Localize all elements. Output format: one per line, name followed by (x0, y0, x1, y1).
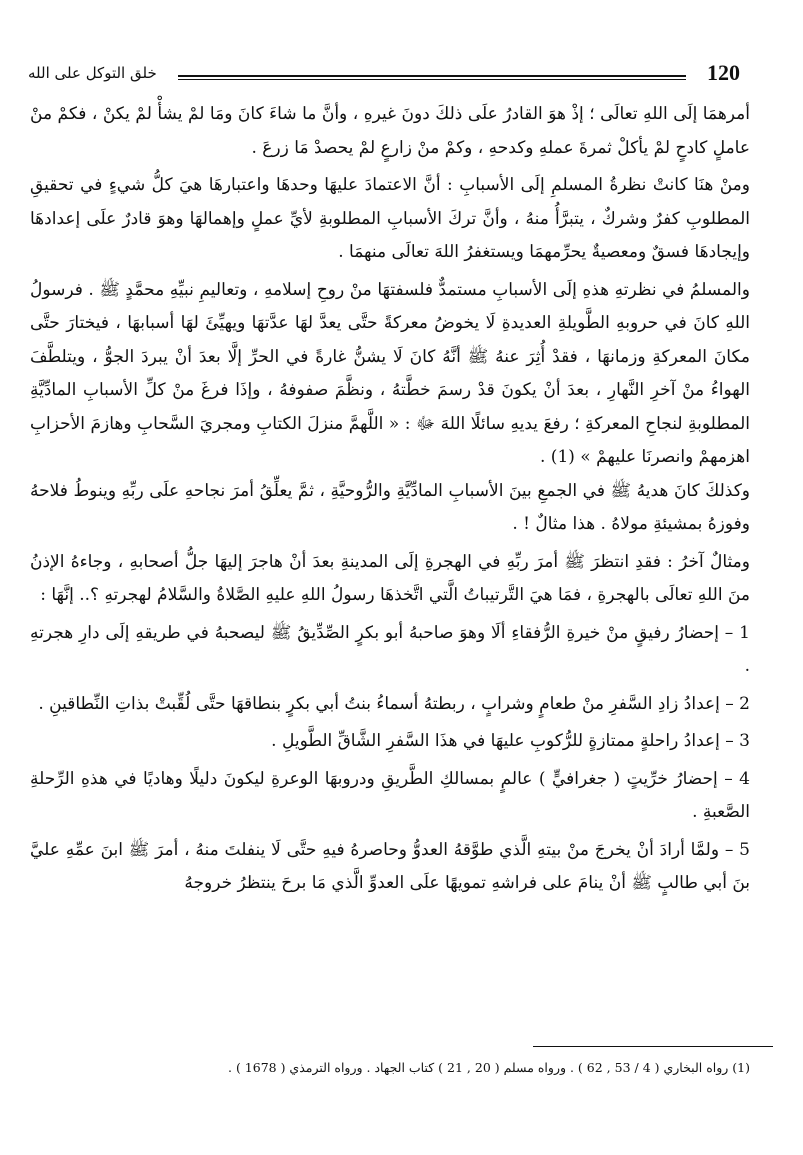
paragraph: ومثالٌ آخرُ : فقدِ انتظرَ ﷺ أمرَ ربِّهِ في الهجرةِ إلَى المدينةِ بعدَ أنْ هاجرَ إليهَا جلُّ أصحابهِ ، وجاءهُ الإذنُ منَ اللهِ تعالَى بالهجرةِ ، فمَا هيَ التَّرتيباتُ الَّتي اتَّخذهَا رسولُ اللهِ عليهِ الصَّلاةُ والسَّلامُ لهجرتهِ ؟.. إنَّهَا : (30, 551, 750, 605)
running-title: خلق التوكل على الله (28, 64, 157, 82)
body-text (30, 98, 750, 901)
page-header (28, 58, 740, 98)
list-item: 1 – إحضارُ رفيقٍ منْ خيرةِ الرُّفقاءِ ألَا وهوَ صاحبهُ أبو بكرٍ الصِّدِّيقُ ﷺ ليصحبهُ في طريقهِ إلَى دارِ هجرتهِ . (30, 622, 750, 676)
footnote-rule (533, 1046, 773, 1047)
list-item: 3 – إعدادُ راحلةٍ ممتازةٍ للرُّكوبِ عليهَا في هذَا السَّفرِ الشَّاقِّ الطَّويلِ . (271, 731, 750, 751)
header-rule (178, 75, 686, 80)
paragraph: والمسلمُ في نظرتهِ هذهِ إلَى الأسبابِ مستمدٌّ فلسفتهَا منْ روحِ إسلامهِ ، وتعاليمِ نبيِّهِ محمَّدٍ ﷺ . فرسولُ اللهِ كانَ في حروبهِ الطَّويلةِ العديدةِ لَا يخوضُ معركةً حتَّى يعدَّ لهَا عدَّتهَا ويهيِّئَ لهَا أسبابهَا ، فيختارَ حتَّى مكانَ المعركةِ وزمانهَا ، فقدْ أُثِرَ عنهُ ﷺ أنَّهُ كانَ لَا يشنُّ غارةً في الحرِّ إلَّا بعدَ أنْ يبردَ الجوُّ ، ويتلطَّفَ الهواءُ منْ آخرِ النَّهارِ ، بعدَ أنْ يكونَ قدْ رسمَ خطَّتهُ ، ونظَّمَ صفوفهُ ، وإذَا فرغَ منْ كلِّ الأسبابِ المادِّيَّةِ المطلوبةِ لنجاحِ المعركةِ ؛ رفعَ يديهِ سائلًا اللهَ ﷻ : « اللَّهمَّ منزلَ الكتابِ ومجريَ السَّحابِ وهازمَ الأحزابِ اهزمهمْ وانصرنَا عليهمْ » (1) . (30, 279, 750, 467)
paragraph: وكذلكَ كانَ هديهُ ﷺ في الجمعِ بينَ الأسبابِ المادِّيَّةِ والرُّوحيَّةِ ، ثمَّ يعلِّقُ أمرَ نجاحهِ علَى ربِّهِ وينوطُ فلاحهُ وفوزهُ بمشيئةِ مولاهُ . هذا مثالٌ ! . (30, 480, 750, 534)
paragraph: ومنْ هنَا كانتْ نظرةُ المسلمِ إلَى الأسبابِ : أنَّ الاعتمادَ عليهَا وحدهَا واعتبارهَا هيَ كلُّ شيءٍ في تحقيقِ المطلوبِ كفرٌ وشركٌ ، يتبرَّأُ منهُ ، وأنَّ تركَ الأسبابِ المطلوبةِ لأيِّ عملٍ وإهمالهَا وهوَ قادرٌ علَى إعدادهَا وإيجادهَا فسقٌ ومعصيةٌ يحرِّمهمَا ويستغفرُ اللهَ تعالَى منهمَا . (30, 175, 750, 262)
paragraph: أمرهمَا إلَى اللهِ تعالَى ؛ إذْ هوَ القادرُ علَى ذلكَ دونَ غيرهِ ، وأنَّ ما شاءَ كانَ ومَا لمْ يشأْ لمْ يكنْ ، فكمْ منْ عاملٍ كادحٍ لمْ يأكلْ ثمرةَ عملهِ وكدحهِ ، وكمْ منْ زارعٍ لمْ يحصدْ مَا زرعَ . (30, 104, 750, 158)
list-item: 2 – إعدادُ زادِ السَّفرِ منْ طعامٍ وشرابٍ ، ربطتهُ أسماءُ بنتُ أبي بكرٍ بنطاقهَا حتَّى لُقِّبتْ بذاتِ النِّطاقينِ . (38, 693, 750, 714)
list-item: 5 – ولمَّا أرادَ أنْ يخرجَ منْ بيتهِ الَّذي طوَّقهُ العدوُّ وحاصرهُ فيهِ حتَّى لَا ينفلتَ منهُ ، أمرَ ﷺ ابنَ عمِّهِ عليَّ بنَ أبي طالبٍ ﷺ أنْ ينامَ على فراشهِ تمويهًا علَى العدوِّ الَّذي مَا برحَ ينتظرُ خروجهُ (30, 839, 750, 893)
page-number: 120 (707, 60, 740, 85)
footnote: (1) رواه البخاري ( 4 / 53 , 62 ) . ورواه مسلم ( 20 , 21 ) كتاب الجهاد . ورواه الترمذي ( 1678 ) . (228, 1060, 750, 1075)
list-item: 4 – إحضارُ خرِّيتٍ ( جغرافيٍّ ) عالمٍ بمسالكِ الطَّريقِ ودروبهَا الوعرةِ ليكونَ دليلًا وهاديًا في هذهِ الرِّحلةِ الصَّعبةِ . (30, 768, 750, 822)
